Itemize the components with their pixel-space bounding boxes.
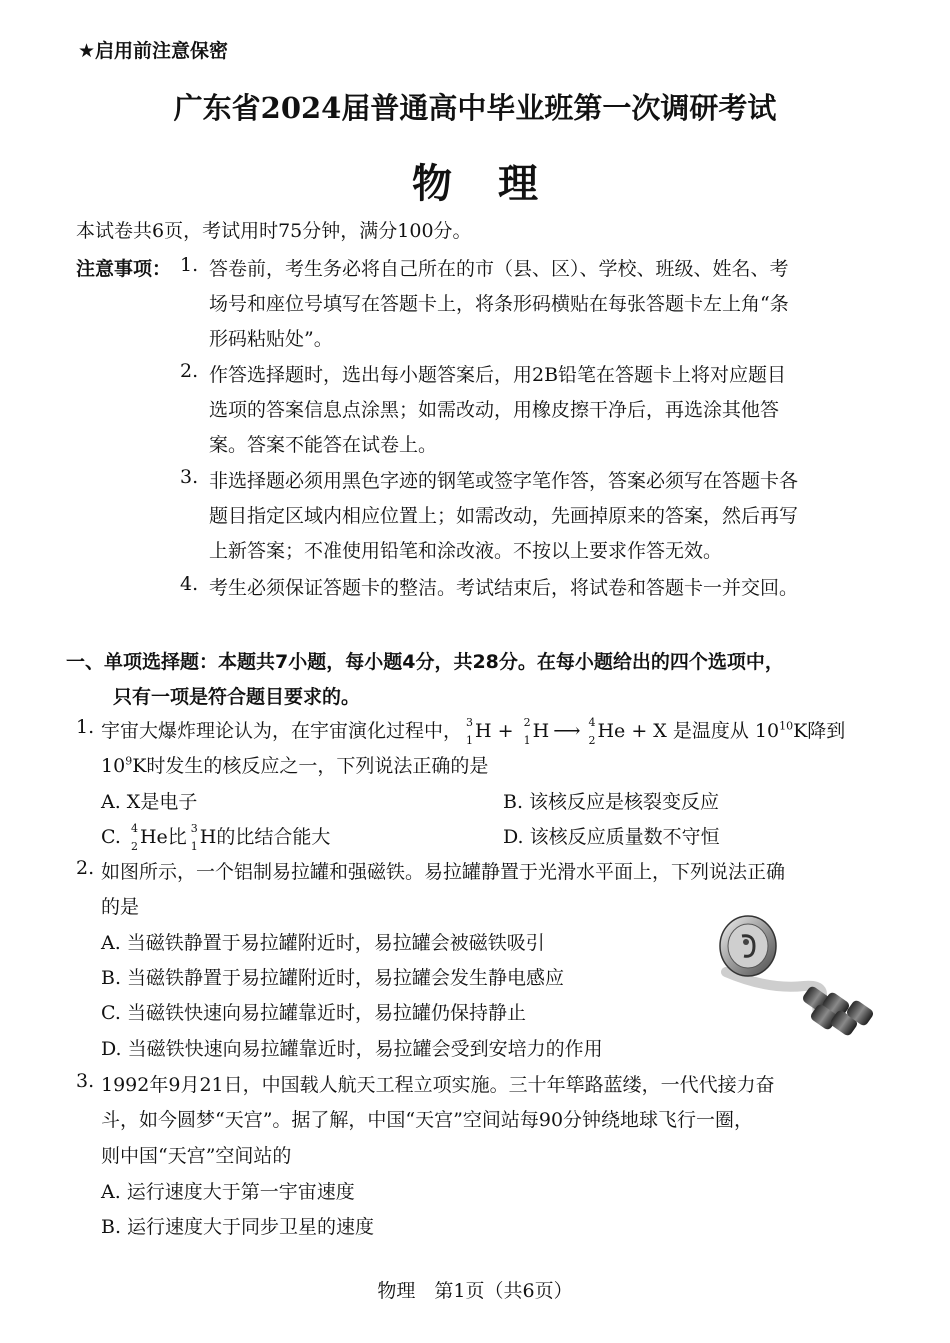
notice-label: 注意事项： xyxy=(76,258,172,280)
notice-item-number: 2. xyxy=(180,360,199,382)
temperature-1-unit: K降到 xyxy=(793,720,846,742)
temperature-1: $10^{10}$ xyxy=(754,719,794,742)
notice-item-number: 1. xyxy=(180,254,199,276)
option-d: D. 该核反应质量数不守恒 xyxy=(503,826,720,848)
question-1-text xyxy=(101,716,846,747)
notice-item-line: 作答选择题时，选出每小题答案后，用2B铅笔在答题卡上将对应题目 xyxy=(209,364,787,386)
question-number: 1. xyxy=(76,716,95,738)
nuclide-symbol: H xyxy=(475,720,492,742)
question-1-pre: 宇宙大爆炸理论认为，在宇宙演化过程中， xyxy=(101,720,463,742)
notice-item-line: 场号和座位号填写在答题卡上，将条形码横贴在每张答题卡左上角“条 xyxy=(209,293,789,315)
option-a: A. 运行速度大于第一宇宙速度 xyxy=(101,1181,355,1203)
option-a: A. X是电子 xyxy=(101,791,198,813)
option-b: B. 该核反应是核裂变反应 xyxy=(503,791,720,813)
option-c: C. 当磁铁快速向易拉罐靠近时，易拉罐仍保持静止 xyxy=(101,1002,526,1024)
question-3-text-line3: 则中国“天宫”空间站的 xyxy=(101,1145,292,1167)
question-1-mid: 是温度从 xyxy=(672,720,749,742)
question-3-text-line2: 斗，如今圆梦“天宫”。据了解，中国“天宫”空间站每90分钟绕地球飞行一圈， xyxy=(101,1109,754,1131)
exam-title: 广东省2024届普通高中毕业班第一次调研考试 xyxy=(173,91,777,125)
page-footer: 物理 第1页（共6页） xyxy=(377,1280,573,1302)
notice-item-line: 选项的答案信息点涂黑；如需改动，用橡皮擦干净后，再选涂其他答 xyxy=(209,399,780,421)
reaction-product: + X xyxy=(631,720,667,742)
magnet-icon xyxy=(801,985,875,1038)
option-c: C. 4 2 He比 3 1 H的比结合能大 xyxy=(101,822,331,853)
temperature-2: $10^9$ xyxy=(101,754,133,777)
section-heading-cont: 只有一项是符合题目要求的。 xyxy=(113,686,361,708)
can-and-magnet-figure xyxy=(708,912,884,1044)
notice-item-line: 案。答案不能答在试卷上。 xyxy=(209,434,438,456)
subject-title: 物理 xyxy=(412,160,584,207)
notice-item-line: 题目指定区域内相应位置上；如需改动，先画掉原来的答案，然后再写 xyxy=(209,505,799,527)
nuclide-h2: 2 1 xyxy=(523,716,531,747)
notice-item-line: 上新答案；不准使用铅笔和涂改液。不按以上要求作答无效。 xyxy=(209,540,723,562)
notice-item-line: 答卷前，考生务必将自己所在的市（县、区）、学校、班级、姓名、考 xyxy=(209,258,789,280)
notice-item-line: 形码粘贴处”。 xyxy=(209,328,333,350)
nuclide-h3: 3 1 xyxy=(466,716,474,747)
notice-item-line: 非选择题必须用黑色字迹的钢笔或签字笔作答，答案必须写在答题卡各 xyxy=(209,470,799,492)
nuclide-symbol: He xyxy=(597,720,626,742)
option-b: B. 运行速度大于同步卫星的速度 xyxy=(101,1216,375,1238)
can-icon xyxy=(720,916,776,976)
option-d: D. 当磁铁快速向易拉罐靠近时，易拉罐会受到安培力的作用 xyxy=(101,1038,603,1060)
reaction-arrow: ⟶ xyxy=(553,720,581,742)
notice-item-number: 4. xyxy=(180,573,199,595)
exam-intro: 本试卷共6页，考试用时75分钟，满分100分。 xyxy=(76,220,472,242)
section-heading: 一、单项选择题：本题共7小题，每小题4分，共28分。在每小题给出的四个选项中， xyxy=(66,651,784,673)
question-3-text: 1992年9月21日，中国载人航天工程立项实施。三十年筚路蓝缕，一代代接力奋 xyxy=(101,1074,775,1096)
plus-sign: + xyxy=(497,720,514,742)
question-1-text-line2 xyxy=(101,751,488,778)
question-2-text: 如图所示，一个铝制易拉罐和强磁铁。易拉罐静置于光滑水平面上，下列说法正确 xyxy=(101,861,786,883)
question-number: 2. xyxy=(76,857,95,879)
question-number: 3. xyxy=(76,1070,95,1092)
option-b: B. 当磁铁静置于易拉罐附近时，易拉罐会发生静电感应 xyxy=(101,967,565,989)
nuclide-he4: 4 2 xyxy=(588,716,596,747)
nuclide-symbol: H xyxy=(532,720,550,742)
question-1-rest: K时发生的核反应之一，下列说法正确的是 xyxy=(132,755,489,777)
option-a: A. 当磁铁静置于易拉罐附近时，易拉罐会被磁铁吸引 xyxy=(101,932,545,954)
question-2-text-line2: 的是 xyxy=(101,896,140,918)
confidential-label: ★启用前注意保密 xyxy=(78,40,229,62)
notice-item-number: 3. xyxy=(180,466,199,488)
notice-item-line: 考生必须保证答题卡的整洁。考试结束后，将试卷和答题卡一并交回。 xyxy=(209,577,799,599)
